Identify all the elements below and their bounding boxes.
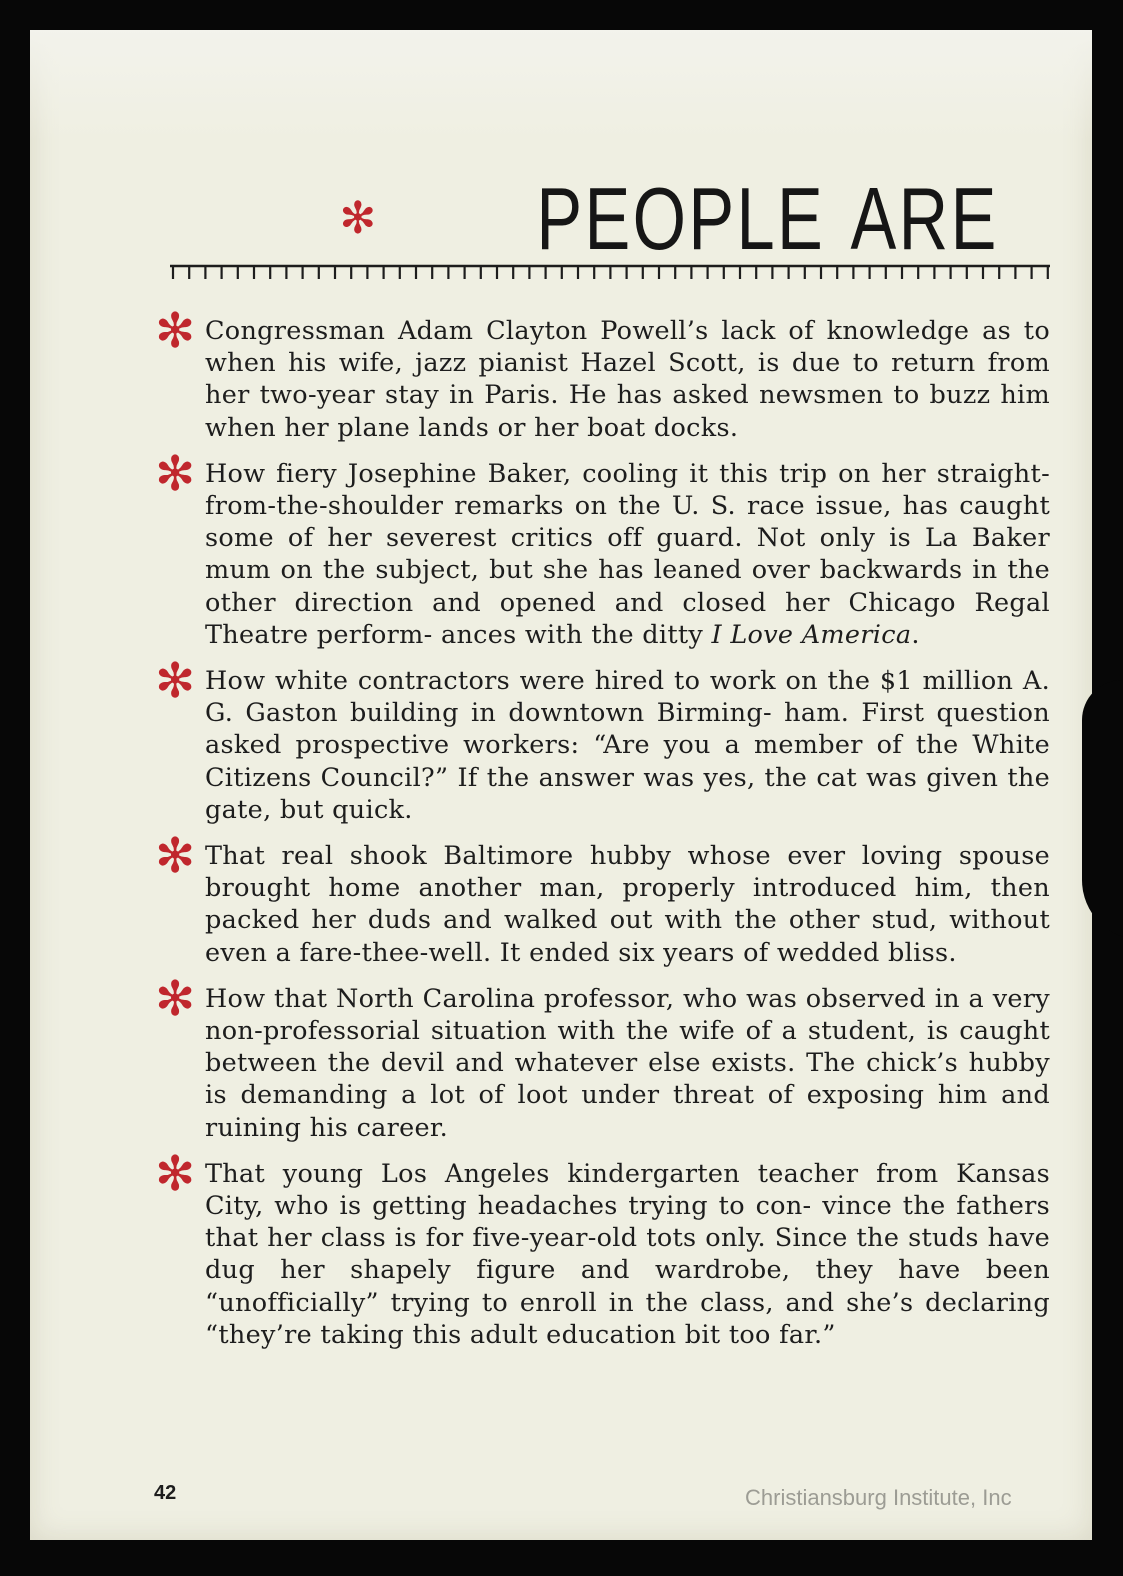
asterisk-icon: ✻ (155, 1145, 196, 1202)
magazine-page (30, 30, 1092, 1540)
item-text: That young Los Angeles kindergarten teacher from Kansas City, who is getting headaches trying to con- vince the fathers that her class is for five-year-old tots only. Since the studs have dug her shapely figure and wardrobe, they have been “unofficially” trying to enroll in the class, and she’s declaring “they’re taking this adult education bit too far.” (205, 1158, 1050, 1350)
item-text: How white contractors were hired to work on the $1 million A. G. Gaston building in downtown Birming- ham. First question asked prospective workers: “Are you a member of the White Citizens Council?” If the answer was yes, the cat was given the gate, but quick. (205, 666, 1050, 825)
asterisk-icon: ✻ (155, 828, 196, 885)
item-text: Congressman Adam Clayton Powell’s lack of knowledge as to when his wife, jazz pianist Hazel Scott, is due to return from her two-year stay in Paris. He has asked newsmen to buzz him when her plane lands or her boat docks. (205, 316, 1050, 443)
list-item (155, 303, 1050, 444)
torn-edge (1082, 680, 1123, 940)
list-item (155, 653, 1050, 826)
page-number: 42 (154, 1482, 177, 1504)
asterisk-icon: ✻ (155, 970, 196, 1027)
list-item (155, 970, 1050, 1144)
asterisk-icon: ✻ (155, 303, 196, 359)
asterisk-icon: ✻ (155, 445, 196, 502)
decorative-fringe-divider (170, 264, 1050, 282)
item-text: How that North Carolina professor, who was observed in a very non-professorial situation with the wife of a student, is caught between the devil and whatever else exists. The chick’s hubby is demanding a lot of loot under threat of exposing him and ruining his career. (205, 983, 1050, 1143)
item-text-main: How fiery Josephine Baker, cooling it this trip on her straight-from-the-shoulder remarks on the U. S. race issue, has caught some of her severest critics off guard. Not only is La Baker mum on the subject, but she has leaned over backwards in the other direction and opened and closed her Chicago Regal Theatre perform- ances with the ditty (205, 458, 1050, 650)
asterisk-icon: ✻ (155, 653, 196, 710)
page-title: PEOPLE ARE (536, 169, 999, 268)
item-list (155, 303, 1050, 1365)
list-item (155, 1145, 1050, 1351)
item-text-suffix: . (911, 619, 920, 650)
list-item (155, 445, 1050, 651)
section-header (339, 169, 999, 268)
list-item (155, 828, 1050, 969)
watermark: Christiansburg Institute, Inc (745, 1485, 1012, 1510)
item-text: That real shook Baltimore hubby whose ever loving spouse brought home another man, properly introduced him, then packed her duds and walked out with the other stud, without even a fare-thee-well. It ended six years of wedded bliss. (205, 841, 1050, 968)
song-title: I Love America (711, 619, 912, 650)
asterisk-icon: ✻ (339, 193, 377, 244)
item-text (205, 458, 1050, 651)
